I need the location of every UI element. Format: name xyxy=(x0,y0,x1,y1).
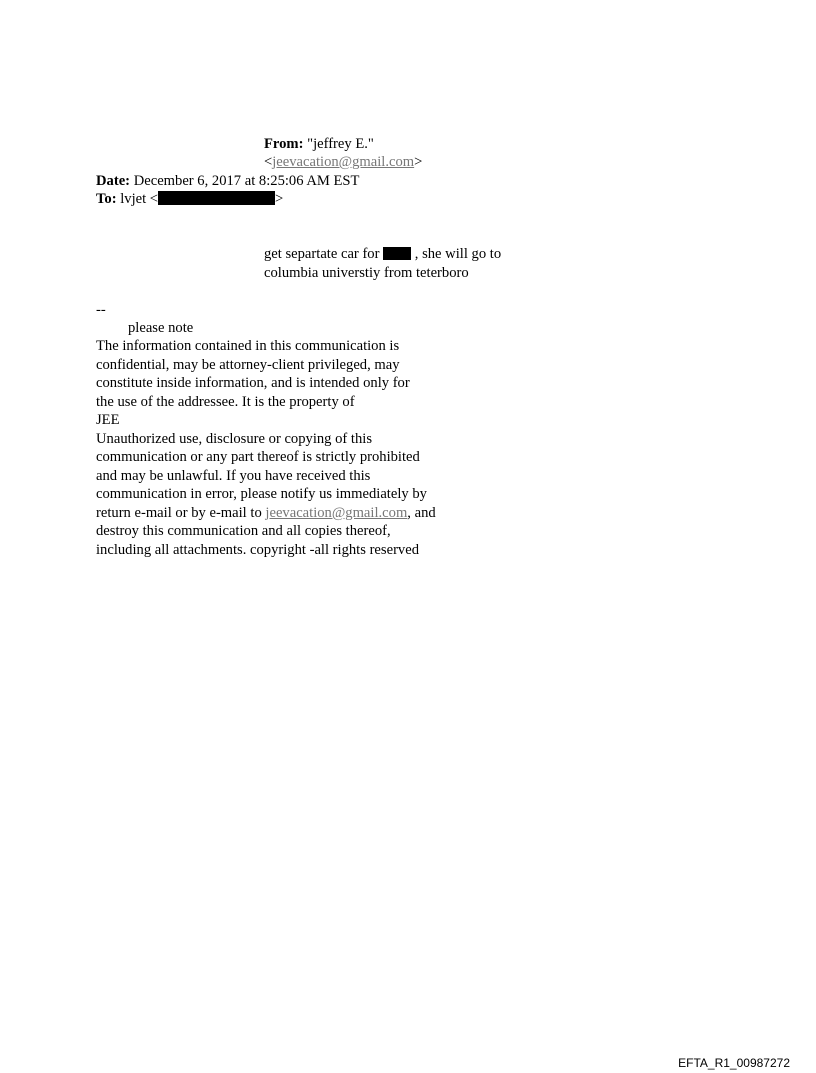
date-label: Date: xyxy=(96,173,131,189)
disclaimer-line: constitute inside information, and is intended only for xyxy=(96,375,410,391)
date-value: December 6, 2017 at 8:25:06 AM EST xyxy=(133,173,360,189)
return-text-end: , and xyxy=(407,504,436,521)
message-text-after: , she will go to xyxy=(414,246,502,262)
redaction-block xyxy=(158,191,275,205)
disclaimer-return-line xyxy=(96,504,436,522)
message-text-before: get separtate car for xyxy=(264,246,380,262)
date-line xyxy=(96,172,359,190)
message-line-1 xyxy=(264,245,501,263)
disclaimer-line: communication or any part thereof is strictly prohibited xyxy=(96,449,420,465)
document-id: EFTA_R1_00987272 xyxy=(678,1056,790,1070)
to-label: To: xyxy=(96,191,117,207)
disclaimer-line: Unauthorized use, disclosure or copying of this xyxy=(96,430,373,447)
from-email-line xyxy=(264,153,422,171)
disclaimer-line: The information contained in this communication is xyxy=(96,338,400,354)
disclaimer-line: confidential, may be attorney-client privileged, may xyxy=(96,356,400,373)
disclaimer-line: destroy this communication and all copies thereof, xyxy=(96,523,391,539)
return-text: return e-mail or by e-mail to xyxy=(96,504,262,521)
signature-separator: -- xyxy=(96,302,106,318)
from-email-open: < xyxy=(264,154,273,170)
to-name: lvjet < xyxy=(120,191,159,207)
disclaimer-line: the use of the addressee. It is the property of xyxy=(96,393,355,410)
message-line-2: columbia universtiy from teterboro xyxy=(264,265,469,281)
from-email-link[interactable]: jeevacation@gmail.com xyxy=(272,154,415,170)
from-line xyxy=(264,135,374,153)
from-name: "jeffrey E." xyxy=(307,136,374,152)
disclaimer-line: JEE xyxy=(96,412,120,428)
please-note: please note xyxy=(128,320,194,336)
return-email-link[interactable]: jeevacation@gmail.com xyxy=(265,504,408,521)
to-line xyxy=(96,190,283,208)
from-label: From: xyxy=(264,136,304,152)
disclaimer-line: and may be unlawful. If you have received this xyxy=(96,467,371,484)
to-close: > xyxy=(275,191,284,207)
disclaimer-line: communication in error, please notify us immediately by xyxy=(96,486,427,502)
disclaimer-line: including all attachments. copyright -all rights reserved xyxy=(96,541,419,558)
redaction-block xyxy=(383,247,411,260)
from-email-close: > xyxy=(414,154,423,170)
